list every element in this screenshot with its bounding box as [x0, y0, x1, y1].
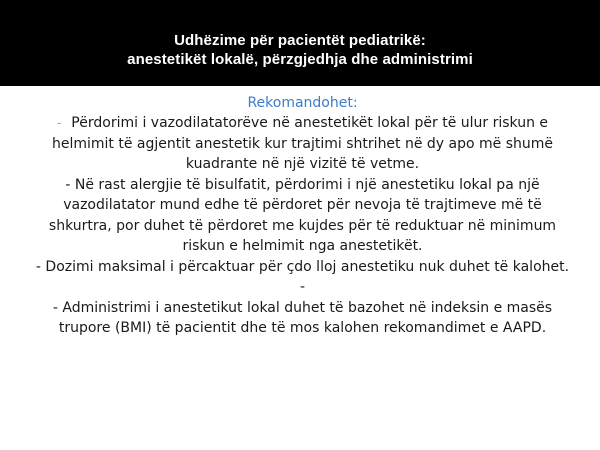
bullet-marker: - — [56, 116, 62, 130]
slide-title — [0, 31, 600, 69]
slide-header — [0, 0, 600, 86]
recommendation-item-1 — [30, 113, 575, 175]
slide-body — [30, 93, 575, 339]
recommendation-item-2: - Në rast alergjie të bisulfatit, përdorimi i një anestetiku lokal pa një vazodilatator mund edhe të përdoret për nevoja të trajtimeve më të shkurtra, por duhet të përdoret me kujdes për të reduktuar në minimum riskun e helmimit nga anestetikët. — [48, 176, 557, 254]
slide-title-line-2: anestetikët lokalë, përzgjedhja dhe administrimi — [127, 51, 473, 68]
recommendation-item-4: - Administrimi i anestetikut lokal duhet të bazohet në indeksin e masës trupore (BMI) të pacientit dhe të mos kalohen rekomandimet e AAPD. — [52, 299, 553, 336]
recommendation-item-3: - Dozimi maksimal i përcaktuar për çdo lloj anestetiku nuk duhet të kalohet. — [35, 258, 570, 275]
recommendation-separator: - — [299, 279, 306, 295]
slide-title-line-1: Udhëzime për pacientët pediatrikë: — [174, 32, 426, 49]
recommendation-item-1-text: Përdorimi i vazodilatatorëve në anestetikët lokal për të ulur riskun e helmimit të agjentit anestetik kur trajtimi shtrihet në dy apo më shumë kuadrante në një vizitë të vetme. — [51, 115, 554, 172]
recommendation-heading: Rekomandohet: — [247, 95, 358, 111]
